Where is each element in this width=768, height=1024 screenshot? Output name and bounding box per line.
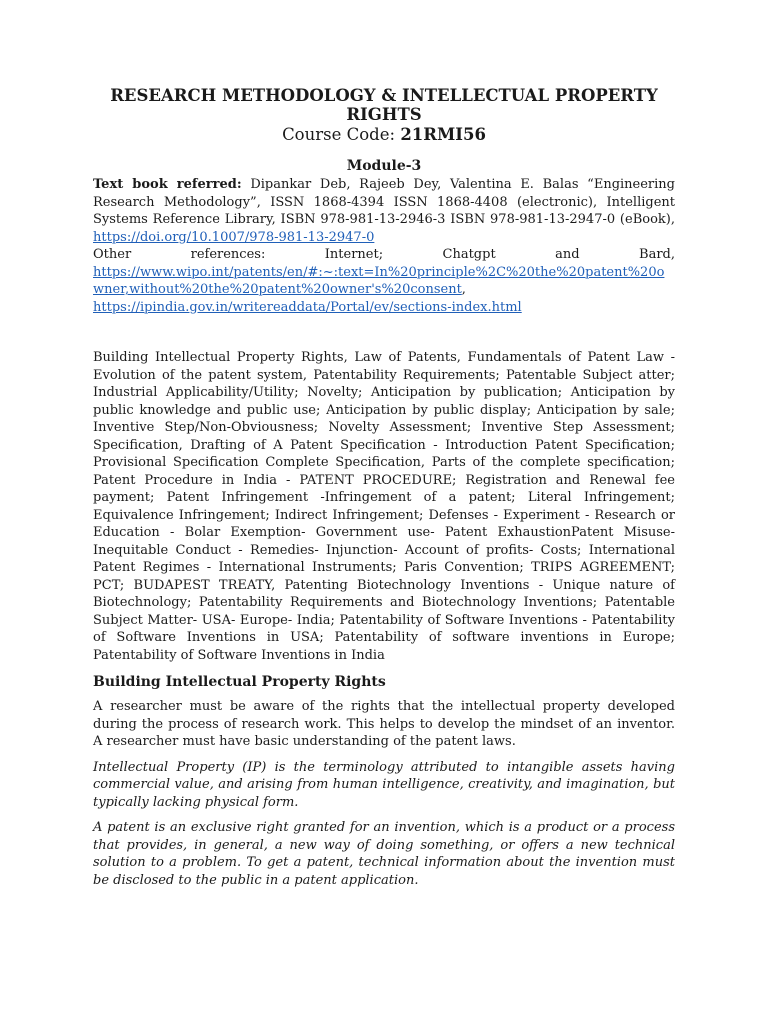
doi-link[interactable]: https://doi.org/10.1007/978-981-13-2947-0 [93, 229, 375, 245]
module-heading: Module-3 [346, 158, 422, 174]
course-code-label: Course Code: [282, 125, 401, 144]
references-block [93, 176, 675, 316]
other-word: Other [93, 247, 132, 262]
section-heading: Building Intellectual Property Rights [93, 674, 386, 690]
wipo-comma: , [461, 282, 466, 297]
textbook-text: Dipankar Deb, Rajeeb Dey, Valentina E. Balas “Engineering Research Methodology”, ISSN 1868-4394 ISSN 1868-4408 (electronic), Intelligent Systems Reference Library, ISBN 978-981-13-2946-3 ISBN 978-981-13-2947-0 (eBook), [93, 177, 676, 227]
course-code-line [93, 124, 675, 146]
researcher-paragraph: A researcher must be aware of the rights that the intellectual property developed during the process of research work. This helps to develop the mindset of an inventor. A researcher must have basic understanding of the patent laws. [93, 699, 675, 749]
document-title: RESEARCH METHODOLOGY & INTELLECTUAL PROPERTY RIGHTS [110, 86, 658, 124]
syllabus-paragraph: Building Intellectual Property Rights, Law of Patents, Fundamentals of Patent Law - Evolution of the patent system, Patentability Requirements; Patentable Subject atter; Industrial Applicability/Utility; Novelty; Anticipation by publication; Anticipation by public knowledge and public use; Anticipation by public display; Anticipation by sale; Inventive Step/Non-Obviousness; Novelty Assessment; Inventive Step Assessment; Specification, Drafting of A Patent Specification - Introduction Patent Specification; Provisional Specification Complete Specification, Parts of the complete specification; Patent Procedure in India - PATENT PROCEDURE; Registration and Renewal fee payment; Patent Infringement -Infringement of a patent; Literal Infringement; Equivalence Infringement; Indirect Infringement; Defenses - Experiment - Research or Education - Bolar Exemption- Government use- Patent ExhaustionPatent Misuse- Inequitable Conduct - Remedies- Injunction- Account of profits- Costs; International Patent Regimes - International Instruments; Paris Convention; TRIPS AGREEMENT; PCT; BUDAPEST TREATY, Patenting Biotechnology Inventions - Unique nature of Biotechnology; Patentability Requirements and Biotechnology Inventions; Patentable Subject Matter- USA- Europe- India; Patentability of Software Inventions - Patentability of Software Inventions in USA; Patentability of software inventions in Europe; Patentability of Software Inventions in India [93, 350, 675, 663]
wipo-link[interactable]: https://www.wipo.int/patents/en/#:~:text=In%20principle%2C%20the%20patent%20owner,without%20the%20patent%20owner's%20consent [93, 264, 665, 297]
wipo-reference [93, 264, 675, 299]
other-word: Chatgpt [442, 247, 496, 262]
other-word: Internet; [324, 247, 384, 262]
patent-definition-paragraph: A patent is an exclusive right granted for an invention, which is a product or a process that provides, in general, a new way of doing something, or offers a new technical solution to a problem. To get a patent, technical information about the invention must be disclosed to the public in a patent application. [93, 820, 675, 888]
textbook-reference [93, 176, 675, 246]
textbook-label: Text book referred: [93, 177, 242, 192]
other-references-line [93, 246, 675, 264]
other-word: references: [190, 247, 266, 262]
document-page [93, 86, 675, 897]
ipindia-link[interactable]: https://ipindia.gov.in/writereaddata/Portal/ev/sections-index.html [93, 299, 522, 315]
ipindia-reference [93, 299, 675, 317]
course-code-value: 21RMI56 [400, 125, 486, 144]
ip-definition-paragraph: Intellectual Property (IP) is the terminology attributed to intangible assets having commercial value, and arising from human intelligence, creativity, and imagination, but typically lacking physical form. [93, 759, 675, 810]
other-word: and [555, 247, 580, 262]
other-word: Bard, [639, 247, 675, 262]
